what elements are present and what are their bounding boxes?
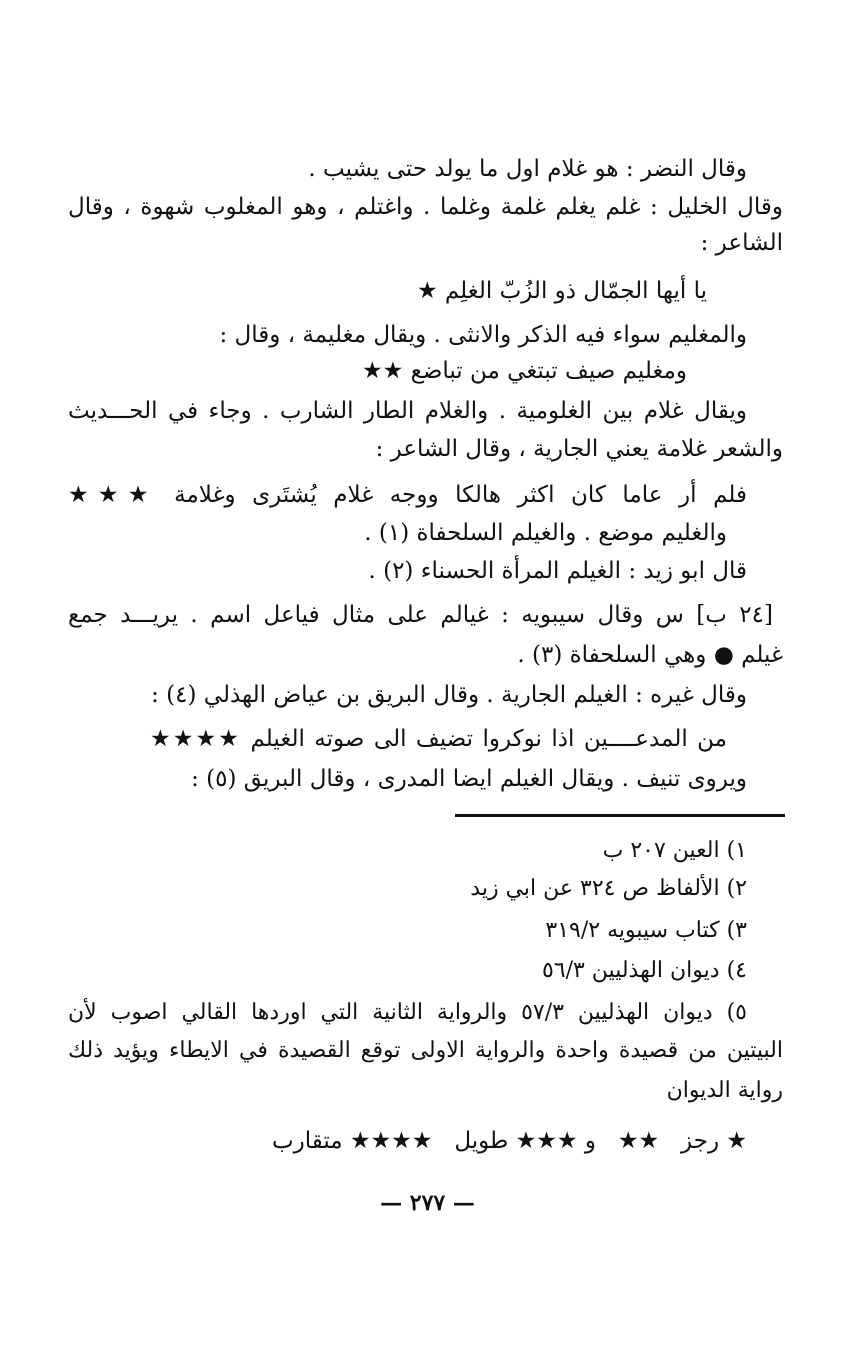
- body-line-8: قال ابو زيد : الغيلم المرأة الحسناء (٢) .: [368, 558, 747, 584]
- body-line-11: وقال غيره : الغيلم الجارية . وقال البريق بن عياض الهذلي (٤) :: [151, 682, 747, 708]
- body-line-6: والشعر غلامة يعني الجارية ، وقال الشاعر :: [375, 436, 783, 462]
- meter-legend: ★ رجز ★★ و ★★★ طويل ★★★★ متقارب: [271, 1128, 747, 1154]
- page-number: — ٢٧٧ —: [380, 1190, 475, 1216]
- footnote-2: ٢) الألفاظ ص ٣٢٤ عن ابي زيد: [470, 876, 747, 901]
- footnote-1: ١) العين ٢٠٧ ب: [602, 838, 747, 863]
- verse-line-1: يا أيها الجمّال ذو الزُبّ الغلِم ★: [416, 278, 707, 304]
- body-line-10: غيلم ● وهي السلحفاة (٣) .: [517, 642, 783, 668]
- footnote-5-cont: البيتين من قصيدة واحدة والرواية الاولى توقع القصيدة في الايطاء ويؤيد ذلك: [68, 1038, 783, 1063]
- footnote-5: ٥) ديوان الهذليين ٥٧/٣ والرواية الثانية التي اوردها القالي اصوب لأن: [68, 1000, 747, 1025]
- footnote-3: ٣) كتاب سيبويه ٣١٩/٢: [545, 918, 747, 943]
- body-line-5: ويقال غلام بين الغلومية . والغلام الطار الشارب . وجاء في الحـــديث: [68, 398, 747, 424]
- body-line-9: [٢٤ ب] س وقال سيبويه : غيالم على مثال فياعل اسم . يريـــد جمع: [68, 602, 773, 628]
- verse-line-4: من المدعــــين اذا نوكروا تضيف الى صوته الغيلم ★★★★: [150, 726, 727, 752]
- body-line-1: وقال النضر : هو غلام اول ما يولد حتى يشيب .: [308, 156, 747, 182]
- body-line-3: الشاعر :: [700, 230, 783, 256]
- footnote-4: ٤) ديوان الهذليين ٥٦/٣: [541, 958, 747, 983]
- body-line-4: والمغليم سواء فيه الذكر والانثى . ويقال مغليمة ، وقال :: [219, 322, 747, 348]
- verse-line-2: ومغليم صيف تبتغي من تباضع ★★: [362, 358, 687, 384]
- footnote-5-end: رواية الديوان: [666, 1078, 783, 1103]
- body-line-7: والغليم موضع . والغيلم السلحفاة (١) .: [364, 520, 727, 546]
- body-line-12: ويروى تنيف . ويقال الغيلم ايضا المدرى ، وقال البريق (٥) :: [191, 766, 747, 792]
- body-line-2: وقال الخليل : غلم يغلم غلمة وغلما . واغتلم ، وهو المغلوب شهوة ، وقال: [68, 194, 783, 220]
- footnote-separator: [455, 814, 785, 817]
- verse-line-3: فلم أر عاما كان اكثر هالكا ووجه غلام يُشتَرى وغلامة ★★★: [68, 482, 747, 508]
